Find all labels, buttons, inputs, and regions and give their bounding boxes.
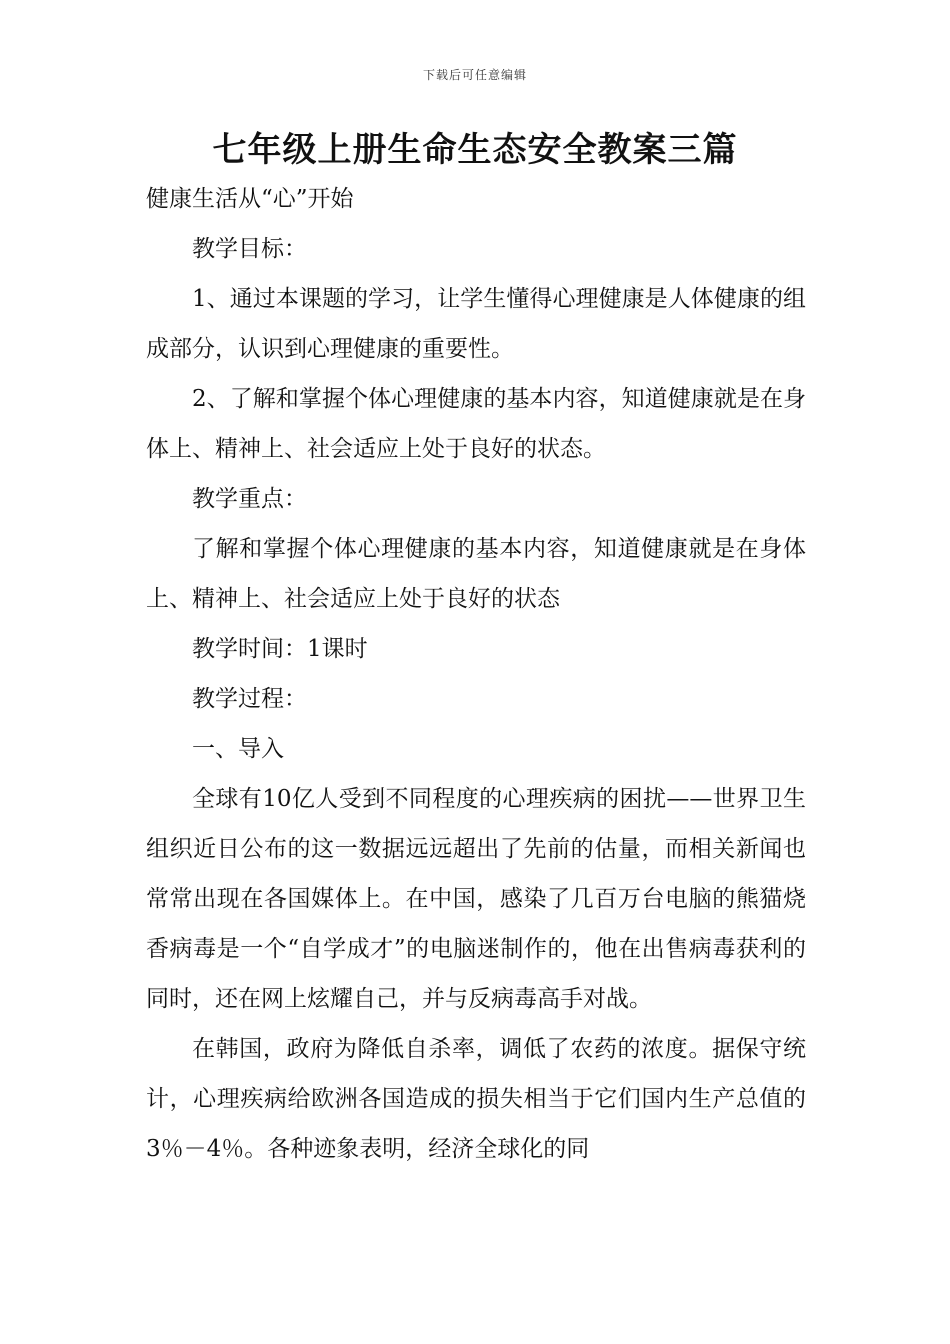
paragraph: 教学重点： xyxy=(192,486,307,512)
header-note: 下载后可任意编辑 xyxy=(422,68,527,82)
paragraph: 健康生活从“心”开始 xyxy=(146,186,354,212)
paragraph: 教学过程： xyxy=(192,686,307,712)
paragraph: 教学目标： xyxy=(192,236,307,262)
document-body xyxy=(146,174,806,1174)
paragraph: 了解和掌握个体心理健康的基本内容，知道健康就是在身体上、精神上、社会适应上处于良好的状态 xyxy=(146,536,806,612)
paragraph: 一、导入 xyxy=(192,736,284,762)
paragraph: 教学时间：1课时 xyxy=(192,636,368,662)
document-title: 七年级上册生命生态安全教案三篇 xyxy=(212,130,738,170)
paragraph: 2、了解和掌握个体心理健康的基本内容，知道健康就是在身体上、精神上、社会适应上处于良好的状态。 xyxy=(146,386,806,462)
paragraph: 在韩国，政府为降低自杀率，调低了农药的浓度。据保守统计，心理疾病给欧洲各国造成的损失相当于它们国内生产总值的3％－4％。各种迹象表明，经济全球化的同 xyxy=(146,1036,806,1162)
paragraph: 1、通过本课题的学习，让学生懂得心理健康是人体健康的组成部分，认识到心理健康的重要性。 xyxy=(146,286,806,362)
paragraph: 全球有10亿人受到不同程度的心理疾病的困扰——世界卫生组织近日公布的这一数据远远超出了先前的估量，而相关新闻也常常出现在各国媒体上。在中国，感染了几百万台电脑的熊猫烧香病毒是一个“自学成才”的电脑迷制作的，他在出售病毒获利的同时，还在网上炫耀自己，并与反病毒高手对战。 xyxy=(146,786,806,1012)
